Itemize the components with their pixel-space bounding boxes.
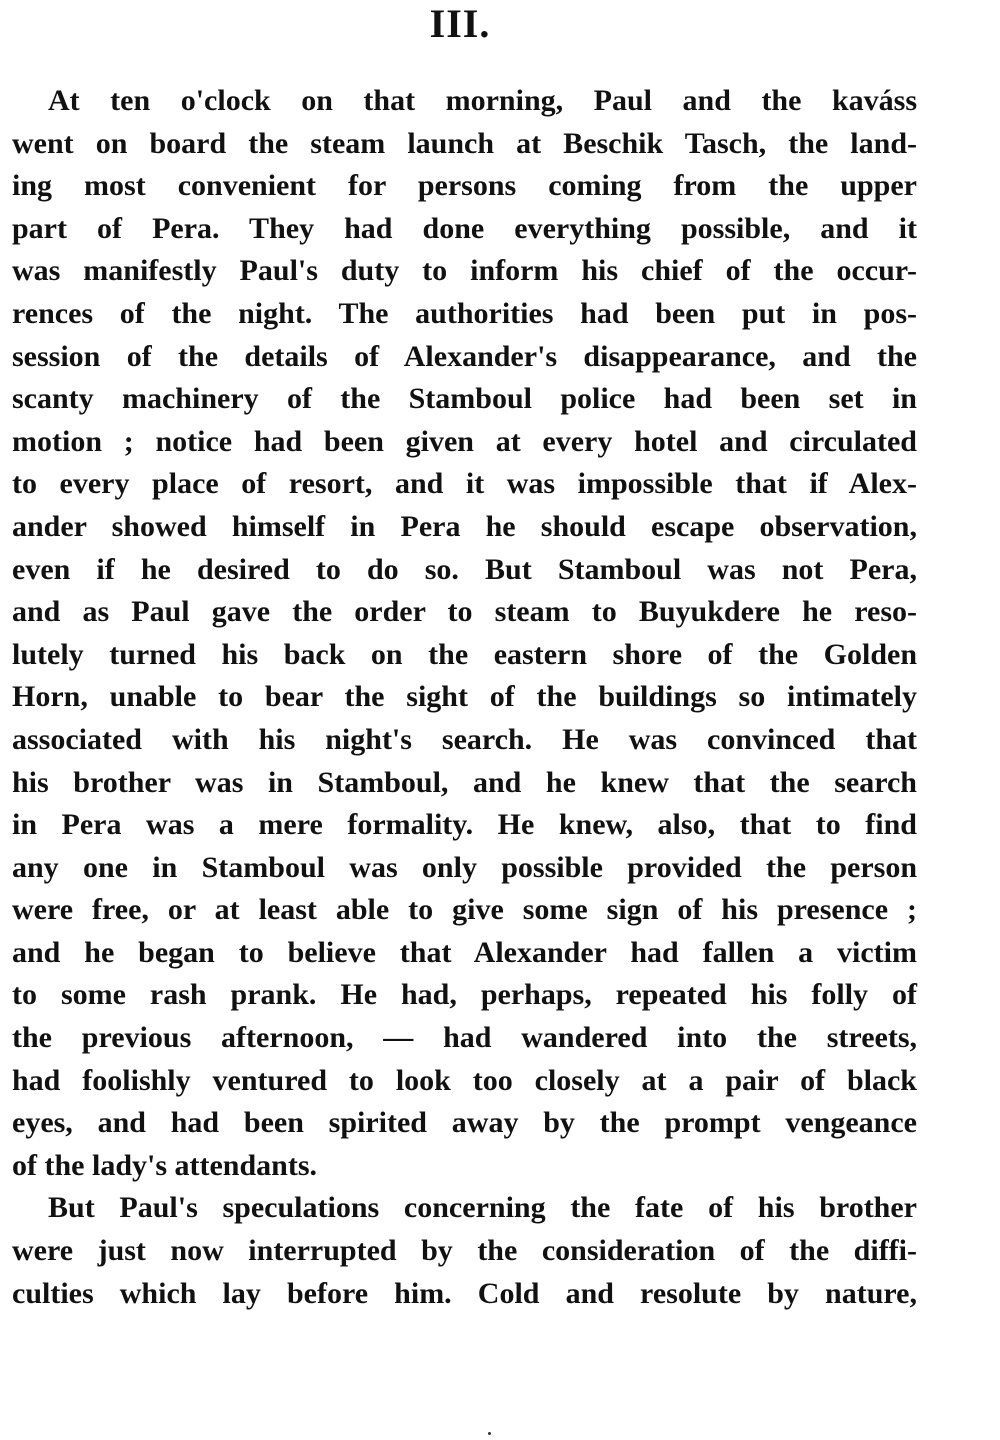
text-line: were free, or at least able to give some sign of his presence ; — [12, 893, 917, 927]
text-line: in Pera was a mere formality. He knew, also, that to find — [12, 808, 917, 842]
text-line: culties which lay before him. Cold and resolute by nature, — [12, 1276, 917, 1310]
text-line: his brother was in Stamboul, and he knew that the search — [12, 765, 917, 799]
text-line: had foolishly ventured to look too closely at a pair of black — [12, 1063, 917, 1097]
text-line: and he began to believe that Alexander had fallen a victim — [12, 935, 917, 969]
text-line: even if he desired to do so. But Stamboul was not Pera, — [12, 552, 917, 586]
text-line: to every place of resort, and it was impossible that if Alex- — [12, 467, 917, 501]
text-line: part of Pera. They had done everything possible, and it — [12, 211, 917, 245]
text-line: motion ; notice had been given at every hotel and circulated — [12, 424, 917, 458]
text-line: eyes, and had been spirited away by the prompt vengeance — [12, 1106, 917, 1140]
paragraph — [12, 1187, 917, 1315]
text-line: ander showed himself in Pera he should escape observation, — [12, 509, 917, 543]
text-line: Horn, unable to bear the sight of the buildings so intimately — [12, 680, 917, 714]
text-line: of the lady's attendants. — [12, 1148, 318, 1182]
text-line: associated with his night's search. He was convinced that — [12, 722, 917, 756]
text-line: was manifestly Paul's duty to inform his chief of the occur- — [12, 254, 917, 288]
body-text — [12, 80, 917, 1315]
text-line: to some rash prank. He had, perhaps, repeated his folly of — [12, 978, 917, 1012]
page-mark — [488, 1432, 491, 1435]
text-line: session of the details of Alexander's disappearance, and the — [12, 339, 917, 373]
text-line: and as Paul gave the order to steam to Buyukdere he reso- — [12, 595, 917, 629]
text-line: went on board the steam launch at Beschik Tasch, the land- — [12, 126, 917, 160]
text-line: At ten o'clock on that morning, Paul and the kaváss — [48, 84, 917, 117]
text-line: any one in Stamboul was only possible provided the person — [12, 850, 917, 884]
chapter-heading: III. — [429, 1, 491, 46]
text-line: scanty machinery of the Stamboul police had been set in — [12, 382, 917, 416]
text-line: the previous afternoon, — had wandered into the streets, — [12, 1021, 917, 1055]
paragraph — [12, 80, 917, 1187]
text-line: ing most convenient for persons coming from the upper — [12, 169, 917, 203]
text-line: But Paul's speculations concerning the fate of his brother — [48, 1191, 917, 1225]
text-line: rences of the night. The authorities had been put in pos- — [12, 296, 917, 330]
text-line: were just now interrupted by the consideration of the diffi- — [12, 1234, 917, 1268]
text-line: lutely turned his back on the eastern shore of the Golden — [12, 637, 917, 671]
